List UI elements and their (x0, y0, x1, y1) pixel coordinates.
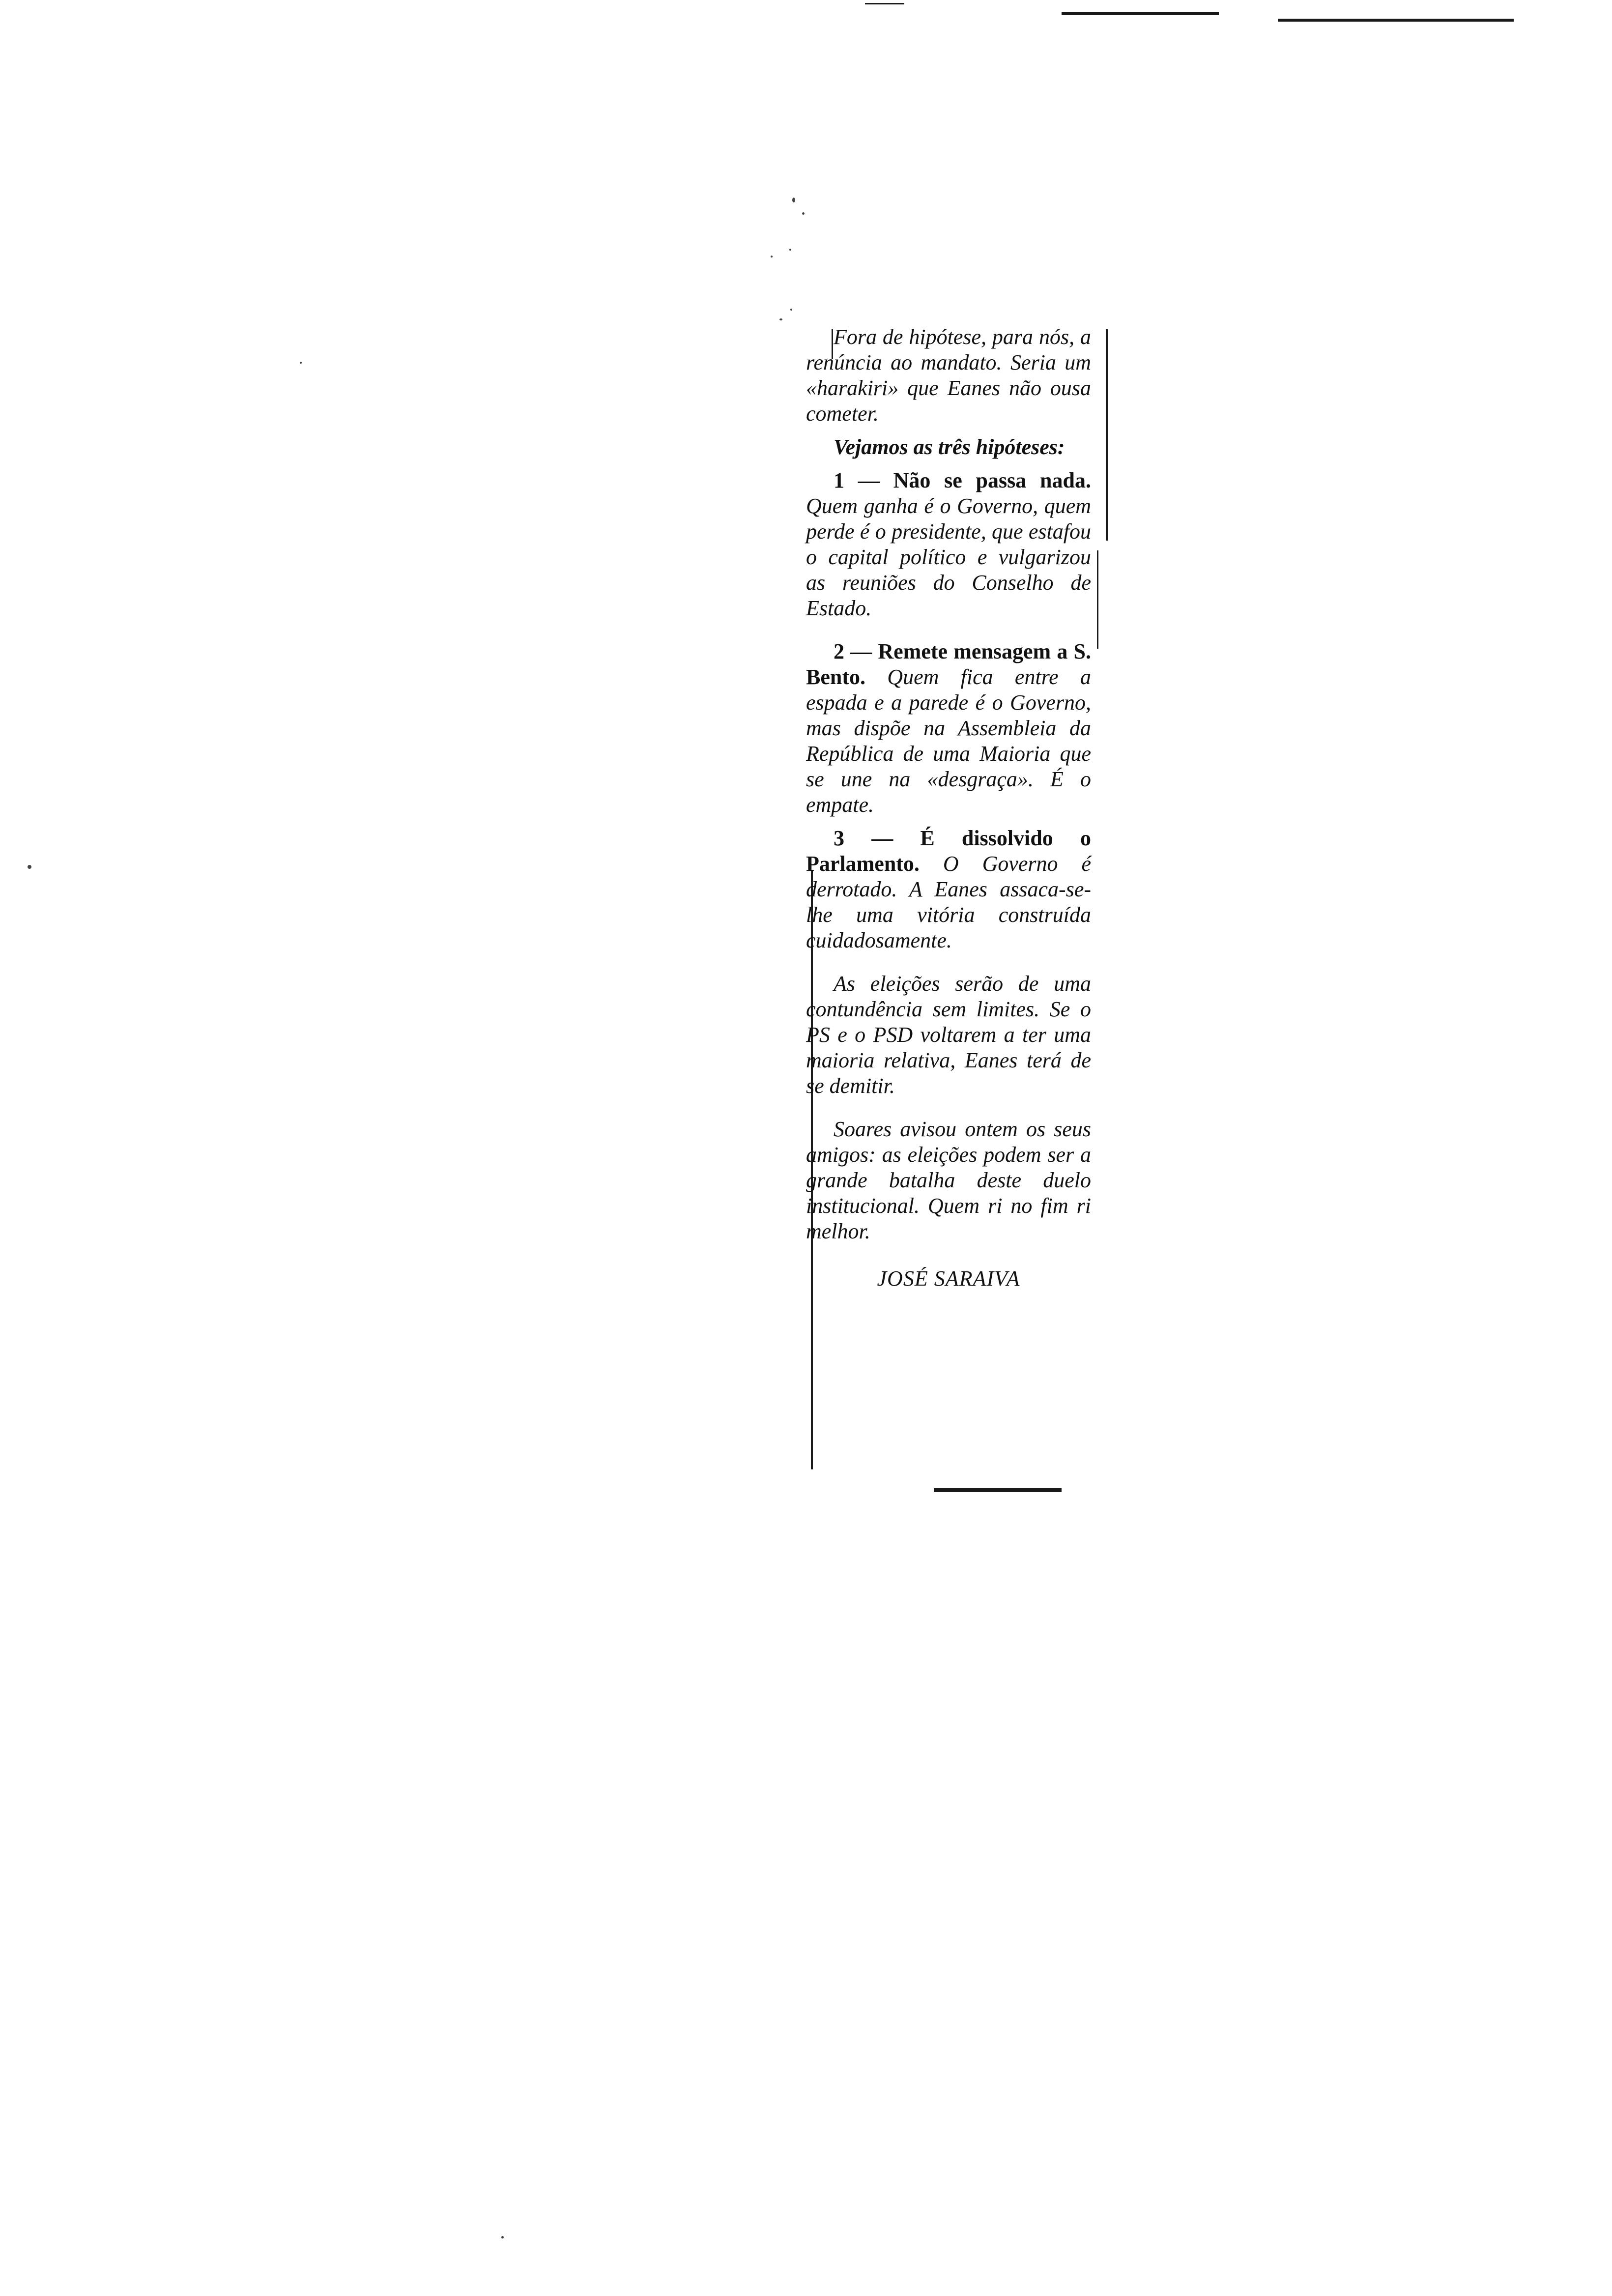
article-paragraph-7: Soares avisou ontem os seus amigos: as eleições podem ser a grande batalha deste duelo institucional. Quem ri no fim ri melhor. (806, 1117, 1091, 1243)
scan-edge-line-top-middle (1062, 12, 1219, 15)
scan-speck (789, 249, 791, 251)
scan-speck (779, 318, 782, 320)
column-rule-right-lower (1097, 550, 1098, 649)
hypothesis-1-text: Quem ganha é o Governo, quem perde é o presidente, que estafou o capital político e vulgarizou as reuniões do Conselho de Estado. (806, 494, 1091, 620)
article-column (806, 324, 1091, 1292)
hypothesis-3-text: O Governo é derrotado. A Eanes assaca-se-lhe uma vitória construída cuidadosamente. (806, 852, 1092, 952)
scan-edge-line-top-left (865, 3, 904, 4)
scan-speck (790, 309, 792, 311)
scan-speck (792, 198, 795, 202)
article-paragraph-5 (806, 826, 1091, 953)
hypothesis-2-lead: 2 — Remete mensagem a S. Bento. (806, 639, 1091, 689)
scan-edge-line-top-right (1278, 19, 1514, 22)
hypothesis-3-lead: 3 — É dissolvido o Parlamento. (806, 826, 1091, 876)
article-paragraph-4 (806, 639, 1091, 818)
author-signature: JOSÉ SARAIVA (877, 1266, 1020, 1291)
scan-speck (28, 865, 31, 869)
article-paragraph-2: Vejamos as três hipóteses: (834, 435, 1065, 459)
scan-speck (501, 2236, 504, 2239)
hypothesis-1-lead: 1 — Não se passa nada. (834, 468, 1091, 492)
hypothesis-2-text: Quem fica entre a espada e a parede é o Governo, mas dispõe na Assembleia da República de uma Maioria que se une na «desgraça». É o empate. (806, 665, 1091, 817)
article-end-rule (934, 1488, 1062, 1492)
scan-speck (802, 212, 805, 215)
column-rule-right-upper (1106, 329, 1108, 541)
scan-speck (300, 362, 302, 364)
scan-speck (771, 256, 773, 258)
article-paragraph-1: Fora de hipótese, para nós, a renúncia ao mandato. Seria um «harakiri» que Eanes não ousa cometer. (806, 325, 1091, 426)
article-paragraph-3 (806, 468, 1091, 621)
article-paragraph-6: As eleições serão de uma contundência sem limites. Se o PS e o PSD voltarem a ter uma maioria relativa, Eanes terá de se demitir. (806, 972, 1091, 1098)
